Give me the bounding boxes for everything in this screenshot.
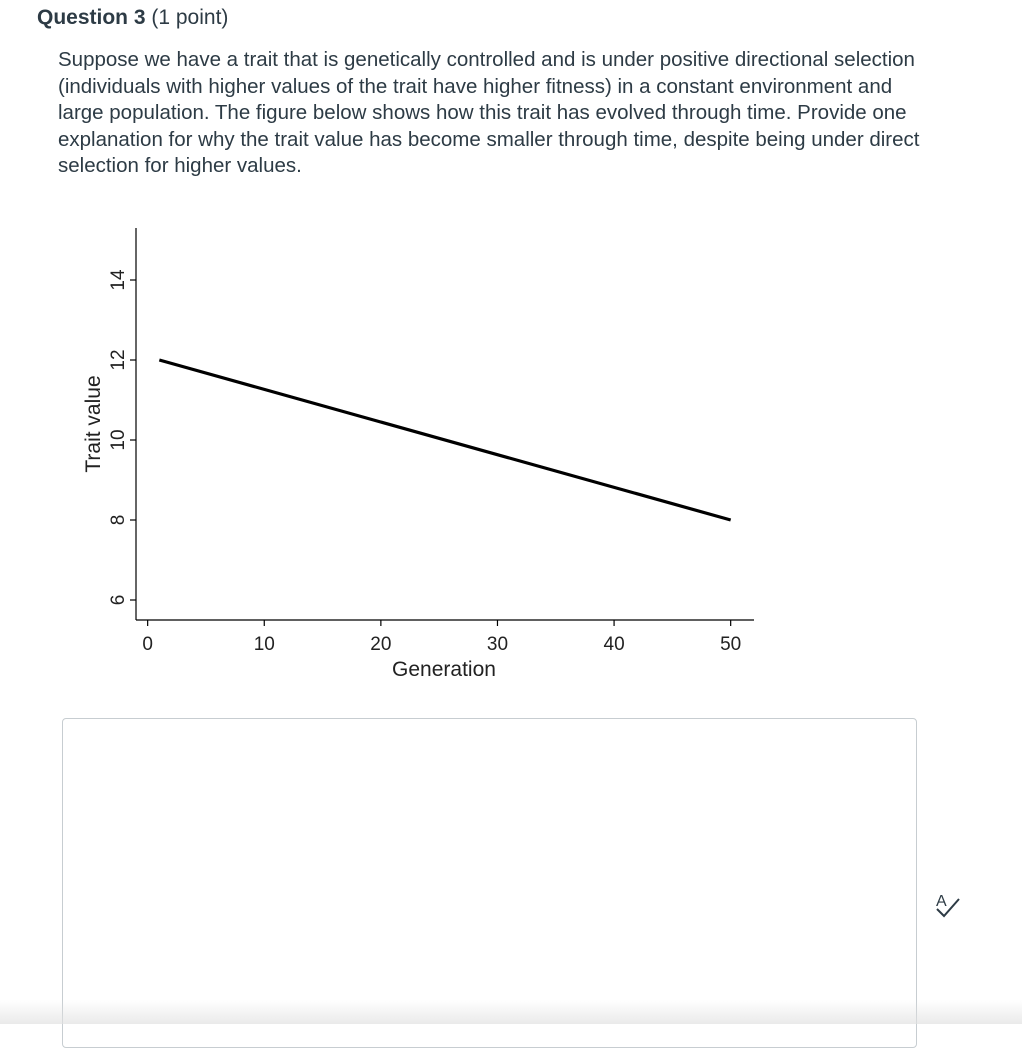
y-axis-title: Trait value <box>82 375 105 473</box>
svg-text:A: A <box>936 893 947 910</box>
x-tick-label: 50 <box>720 634 742 655</box>
x-tick-label: 20 <box>370 634 392 655</box>
spellcheck-icon[interactable] <box>933 889 963 919</box>
question-header <box>37 6 228 30</box>
x-tick-label: 40 <box>603 634 625 655</box>
y-tick-label: 14 <box>108 269 129 291</box>
x-axis-title: Generation <box>392 658 496 681</box>
question-text: Suppose we have a trait that is genetically controlled and is under positive directional selection (individuals with higher values of the trait have higher fitness) in a constant environment and large population. The figure below shows how this trait has evolved through time. Provide one explanation for why the trait value has become smaller through time, despite being under direct selection for higher values. <box>58 48 920 177</box>
y-tick-label: 6 <box>108 594 129 606</box>
y-tick-label: 12 <box>108 349 129 371</box>
x-tick-label: 10 <box>253 634 275 655</box>
question-points: (1 point) <box>151 6 229 29</box>
y-tick-label: 10 <box>108 429 129 451</box>
question-title: Question 3 <box>37 6 146 29</box>
x-tick-label: 30 <box>486 634 509 655</box>
y-tick-label: 8 <box>108 514 129 526</box>
series-line <box>159 360 730 520</box>
x-tick-label: 0 <box>142 634 153 655</box>
answer-textarea[interactable] <box>62 718 917 1048</box>
